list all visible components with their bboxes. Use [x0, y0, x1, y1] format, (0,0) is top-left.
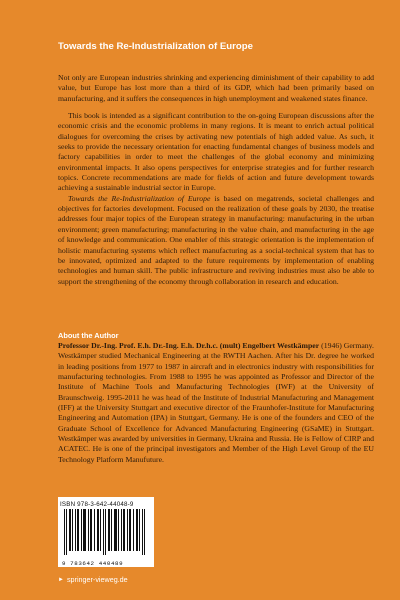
blurb-paragraph-2: This book is intended as a significant contribution to the on-going European discussions after the economic crisis and the economic problems in many regions. It is meant to enrich actual political dialogues for overcoming the crises by activating new potentials of high added value. As such, it seeks to provide the necessary orientation for enacting fundamental changes of business models and factory capabilities in order to meet the challenges of the global economy and minimizing environmental impacts. It also opens perspectives for enterprise strategies and for further research topics. Concrete recommendations are made for fields of action and future development towards achieving a sustainable industrial sector in Europe.	[58, 111, 374, 193]
isbn-label: ISBN 978-3-642-44048-9	[60, 501, 134, 508]
author-name: Professor Dr.-Ing. Prof. E.h. Dr.-Ing. E.h. Dr.h.c. (mult) Engelbert Westkämper	[58, 341, 320, 350]
barcode-digits: 9 783642 440489	[62, 560, 124, 567]
blurb-paragraph-1: Not only are European industries shrinking and experiencing diminishment of their capability to add value, but Europe has lost more than a third of its GDP, which had been primarily based on manufacturing, and it suffers the consequences in high unemployment and weakened states finance.	[58, 73, 374, 103]
publisher-name: springer-vieweg.de	[66, 575, 128, 584]
publisher-url[interactable]	[58, 575, 128, 584]
about-author-text	[58, 341, 374, 465]
book-title: Towards the Re-Industrialization of Europe	[58, 41, 253, 52]
arrow-icon: ►	[58, 576, 64, 583]
author-bio: (1946) Germany. Westkämper studied Mechanical Engineering at the RWTH Aachen. After his Dr. degree he worked in leading positions from 1977 to 1987 in aircraft and in electronics industry with responsibilities for manufacturing technologies. From 1988 to 1995 he was appointed as Professor and Director of the Institute of Machine Tools and Manufacturing Technologies (IWF) at the University of Braunschweig. 1995-2011 he was head of the Institute of Industrial Manufacturing and Management (IFF) at the University Stuttgart and executive director of the Fraunhofer-Institute for Manufacturing Engineering and Automation (IPA) in Stuttgart, Germany. He is one of the founders and CEO of the Graduate School of Excellence for Advanced Manufacturing Engineering (GSaME) in Stuttgart. Westkämper was awarded by universities in Germany, Ukraina and Russia. He is Fellow of CIRP and ACATEC. He is one of the principal investigators and Member of the High Level Group of the EU Technology Platform Manufuture.	[58, 341, 374, 464]
about-author-heading: About the Author	[58, 331, 119, 340]
blurb-title-italic: Towards the Re-Industrialization of Europe	[68, 193, 211, 203]
barcode-icon	[64, 509, 148, 555]
blurb-paragraph-3-text: is based on megatrends, societal challenges and objectives for factories development. Focused on the realization of these goals by 2030, the treatise addresses four major topics of the European strategy in manufacturing: manufacturing in the urban environment; green manufacturing; manufacturing in the value chain, and manufacturing in the age of knowledge and communication. One enabler of this strategic orientation is the implementation of holistic manufacturing systems which reflect manufacturing as a social-technical system that has to be innovated, optimized and adapted to the future requirements by implementation of enabling technologies and human skill. The public infrastructure and reviving industries must also be able to support the strengthening of the economy through collaboration in research and education.	[58, 193, 374, 286]
blurb-paragraph-3	[58, 194, 374, 287]
blurb	[58, 73, 374, 287]
